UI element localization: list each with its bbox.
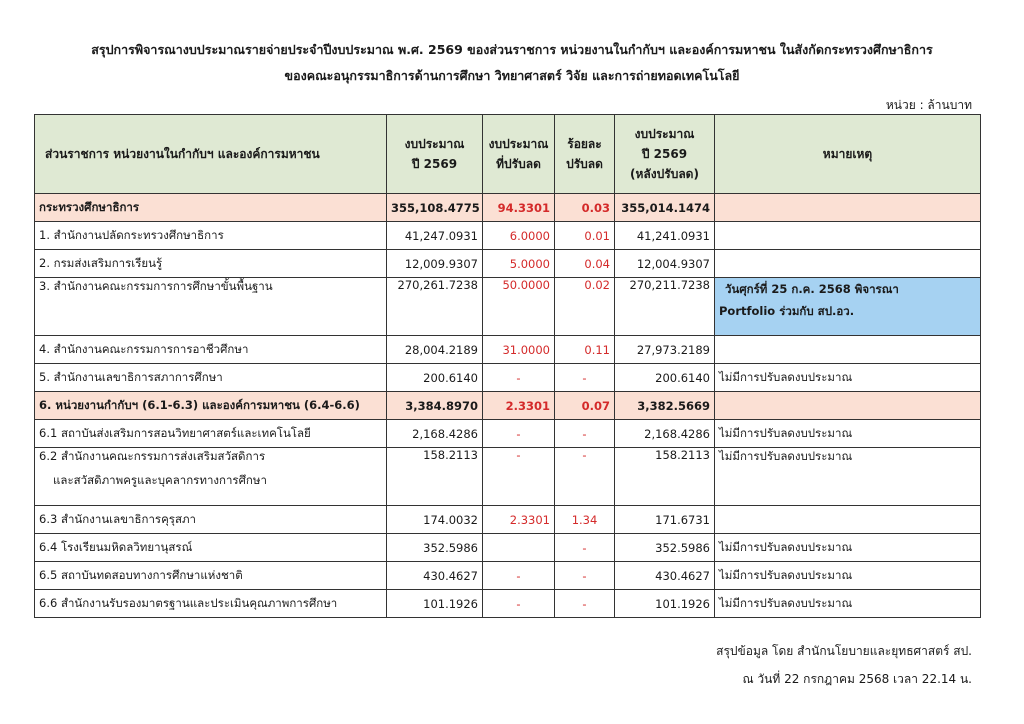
row-name-line-1: 6.2 สำนักงานคณะกรรมการส่งเสริมสวัสดิการ: [39, 449, 266, 463]
row-name: 5. สำนักงานเลขาธิการสภาการศึกษา: [35, 364, 387, 392]
row-note-highlight: [715, 278, 981, 336]
col-header-note: หมายเหตุ: [715, 115, 981, 194]
row-note: [715, 194, 981, 222]
table-row: [35, 364, 981, 392]
table-row: [35, 506, 981, 534]
col-header-cut-line2: ที่ปรับลด: [496, 157, 541, 171]
row-budget: 41,247.0931: [387, 222, 483, 250]
row-budget: 158.2113: [387, 448, 483, 506]
row-budget: 430.4627: [387, 562, 483, 590]
row-note: ไม่มีการปรับลดงบประมาณ: [715, 364, 981, 392]
table-row: [35, 250, 981, 278]
table-row: [35, 194, 981, 222]
row-pct: 0.11: [555, 336, 615, 364]
row-pct: 0.01: [555, 222, 615, 250]
row-cut: -: [483, 448, 555, 506]
row-cut: 94.3301: [483, 194, 555, 222]
row-name: 6.1 สถาบันส่งเสริมการสอนวิทยาศาสตร์และเทคโนโลยี: [35, 420, 387, 448]
row-after: 158.2113: [615, 448, 715, 506]
row-cut: 50.0000: [483, 278, 555, 336]
row-pct: 0.03: [555, 194, 615, 222]
row-budget: 174.0032: [387, 506, 483, 534]
col-header-cut-line1: งบประมาณ: [488, 137, 549, 151]
row-name: [35, 448, 387, 506]
data-source-note: สรุปข้อมูล โดย สำนักนโยบายและยุทธศาสตร์ สป.: [716, 644, 972, 658]
col-header-pct-line1: ร้อยละ: [567, 137, 602, 151]
row-after: 352.5986: [615, 534, 715, 562]
col-header-pct-line2: ปรับลด: [566, 157, 603, 171]
col-header-pct: [555, 115, 615, 194]
row-name: 1. สำนักงานปลัดกระทรวงศึกษาธิการ: [35, 222, 387, 250]
row-budget: 200.6140: [387, 364, 483, 392]
row-note: [715, 222, 981, 250]
table-header-row: [35, 115, 981, 194]
row-pct: 0.02: [555, 278, 615, 336]
row-pct: -: [555, 420, 615, 448]
row-note: [715, 336, 981, 364]
row-note: ไม่มีการปรับลดงบประมาณ: [715, 448, 981, 506]
row-after: 270,211.7238: [615, 278, 715, 336]
row-budget: 352.5986: [387, 534, 483, 562]
table-row: [35, 562, 981, 590]
row-after: 355,014.1474: [615, 194, 715, 222]
table-row: [35, 448, 981, 506]
row-cut: -: [483, 420, 555, 448]
row-budget: 270,261.7238: [387, 278, 483, 336]
row-cut: -: [483, 364, 555, 392]
row-name: 2. กรมส่งเสริมการเรียนรู้: [35, 250, 387, 278]
row-after: 41,241.0931: [615, 222, 715, 250]
row-note: ไม่มีการปรับลดงบประมาณ: [715, 562, 981, 590]
row-note: [715, 250, 981, 278]
row-cut: 31.0000: [483, 336, 555, 364]
row-cut: 5.0000: [483, 250, 555, 278]
row-pct: -: [555, 364, 615, 392]
table-row: [35, 534, 981, 562]
row-pct: 1.34: [555, 506, 615, 534]
col-header-budget-line1: งบประมาณ: [404, 137, 465, 151]
row-note: ไม่มีการปรับลดงบประมาณ: [715, 420, 981, 448]
row-note: [715, 506, 981, 534]
note-line-2: Portfolio ร่วมกับ สป.อว.: [719, 304, 855, 318]
col-header-name: ส่วนราชการ หน่วยงานในกำกับฯ และองค์การมหาชน: [35, 115, 387, 194]
row-cut: 6.0000: [483, 222, 555, 250]
report-title-line-2: ของคณะอนุกรรมาธิการด้านการศึกษา วิทยาศาสตร์ วิจัย และการถ่ายทอดเทคโนโลยี: [284, 68, 740, 83]
row-after: 430.4627: [615, 562, 715, 590]
row-pct: -: [555, 590, 615, 618]
col-header-budget-line2: ปี 2569: [411, 157, 458, 171]
row-after: 101.1926: [615, 590, 715, 618]
note-line-1: วันศุกร์ที่ 25 ก.ค. 2568 พิจารณา: [725, 282, 899, 296]
report-title-line-1: สรุปการพิจารณางบประมาณรายจ่ายประจำปีงบประมาณ พ.ศ. 2569 ของส่วนราชการ หน่วยงานในกำกับฯ และองค์การมหาชน ในสังกัดกระทรวงศึกษาธิการ: [91, 42, 933, 57]
row-cut: 2.3301: [483, 392, 555, 420]
row-name: 6.6 สำนักงานรับรองมาตรฐานและประเมินคุณภาพการศึกษา: [35, 590, 387, 618]
col-header-after-line2: ปี 2569: [641, 147, 688, 161]
row-cut: 2.3301: [483, 506, 555, 534]
table-row: [35, 336, 981, 364]
table-row: [35, 590, 981, 618]
row-after: 12,004.9307: [615, 250, 715, 278]
row-budget: 3,384.8970: [387, 392, 483, 420]
row-name: 3. สำนักงานคณะกรรมการการศึกษาขั้นพื้นฐาน: [35, 278, 387, 336]
table-row: [35, 420, 981, 448]
row-name: 6. หน่วยงานกำกับฯ (6.1-6.3) และองค์การมหาชน (6.4-6.6): [35, 392, 387, 420]
col-header-after: [615, 115, 715, 194]
row-budget: 12,009.9307: [387, 250, 483, 278]
row-pct: 0.07: [555, 392, 615, 420]
data-date-note: ณ วันที่ 22 กรกฎาคม 2568 เวลา 22.14 น.: [742, 672, 972, 686]
row-budget: 101.1926: [387, 590, 483, 618]
row-after: 2,168.4286: [615, 420, 715, 448]
row-name: 6.5 สถาบันทดสอบทางการศึกษาแห่งชาติ: [35, 562, 387, 590]
row-note: ไม่มีการปรับลดงบประมาณ: [715, 534, 981, 562]
row-pct: -: [555, 534, 615, 562]
row-after: 3,382.5669: [615, 392, 715, 420]
row-budget: 28,004.2189: [387, 336, 483, 364]
row-name: 6.3 สำนักงานเลขาธิการคุรุสภา: [35, 506, 387, 534]
row-name: 6.4 โรงเรียนมหิดลวิทยานุสรณ์: [35, 534, 387, 562]
row-pct: -: [555, 562, 615, 590]
row-after: 27,973.2189: [615, 336, 715, 364]
budget-table: [34, 114, 981, 618]
col-header-cut: [483, 115, 555, 194]
row-note: [715, 392, 981, 420]
unit-label: หน่วย : ล้านบาท: [885, 98, 972, 112]
row-after: 200.6140: [615, 364, 715, 392]
row-cut: -: [483, 562, 555, 590]
row-name-line-2: และสวัสดิภาพครูและบุคลากรทางการศึกษา: [53, 473, 267, 487]
col-header-after-line1: งบประมาณ: [634, 127, 695, 141]
table-row: [35, 392, 981, 420]
col-header-after-line3: (หลังปรับลด): [630, 167, 699, 181]
row-note: ไม่มีการปรับลดงบประมาณ: [715, 590, 981, 618]
row-budget: 2,168.4286: [387, 420, 483, 448]
row-pct: -: [555, 448, 615, 506]
table-row: [35, 222, 981, 250]
table-row: [35, 278, 981, 336]
row-budget: 355,108.4775: [387, 194, 483, 222]
row-cut: -: [483, 590, 555, 618]
row-cut: [483, 534, 555, 562]
row-after: 171.6731: [615, 506, 715, 534]
row-name: 4. สำนักงานคณะกรรมการการอาชีวศึกษา: [35, 336, 387, 364]
col-header-budget: [387, 115, 483, 194]
row-name: กระทรวงศึกษาธิการ: [35, 194, 387, 222]
row-pct: 0.04: [555, 250, 615, 278]
